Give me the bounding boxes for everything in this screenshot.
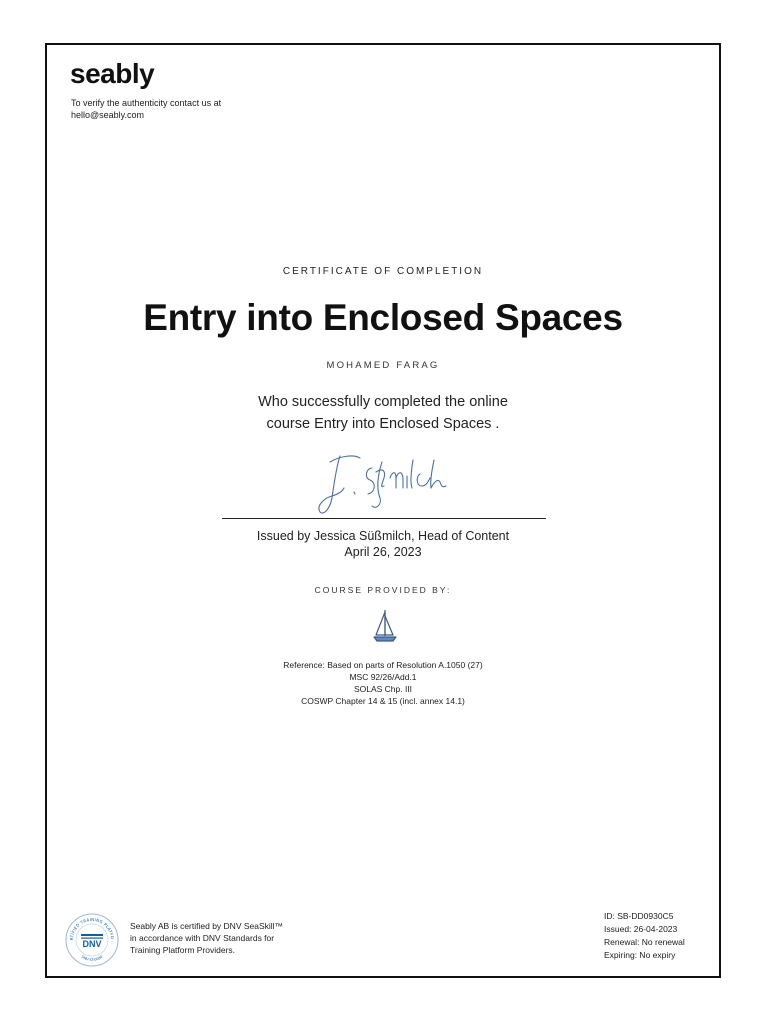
issuer-block [45,528,721,560]
renewal-status: Renewal: No renewal [604,937,685,947]
completion-statement [45,391,721,435]
certification-line-3: Training Platform Providers. [130,945,236,955]
recipient-name: MOHAMED FARAG [326,360,440,371]
seably-logo: seably [70,58,155,89]
badge-title: DNV [82,939,102,949]
certification-statement [130,920,330,956]
course-provided-label: COURSE PROVIDED BY: [314,585,452,595]
certificate-label: CERTIFICATE OF COMPLETION [282,266,484,277]
issue-date: April 26, 2023 [344,545,422,559]
certification-line-2: in accordance with DNV Standards for [130,933,275,943]
badge-ring-text: RTIFIED TRAINING PLATFO [68,916,116,941]
course-title: Entry into Enclosed Spaces [143,297,623,338]
reference-line-3: SOLAS Chp. III [353,684,413,694]
signature-line [222,518,546,519]
certificate-id: ID: SB-DD0930C5 [604,911,674,921]
issued-date: Issued: 26-04-2023 [604,924,678,934]
sailboat-icon [371,608,399,644]
dnv-certification-badge [64,912,120,968]
certification-line-1: Seably AB is certified by DNV SeaSkill™ [130,921,284,931]
completion-line-2: course Entry into Enclosed Spaces . [266,416,500,432]
reference-line-4: COSWP Chapter 14 & 15 (incl. annex 14.1) [301,696,465,706]
completion-line-1: Who successfully completed the online [258,394,508,410]
handwritten-signature [310,448,460,520]
reference-line-1: Reference: Based on parts of Resolution A.1050 (27) [283,660,483,670]
issuer-name: Issued by Jessica Süßmilch, Head of Content [256,529,510,543]
certificate-meta [604,910,714,962]
badge-code: DNV-ST-0080 [80,954,104,963]
reference-block [45,659,721,707]
verify-contact-text: To verify the authenticity contact us at hello@seably.com [71,98,222,120]
expiry-status: Expiring: No expiry [604,950,676,960]
reference-line-2: MSC 92/26/Add.1 [349,672,417,682]
